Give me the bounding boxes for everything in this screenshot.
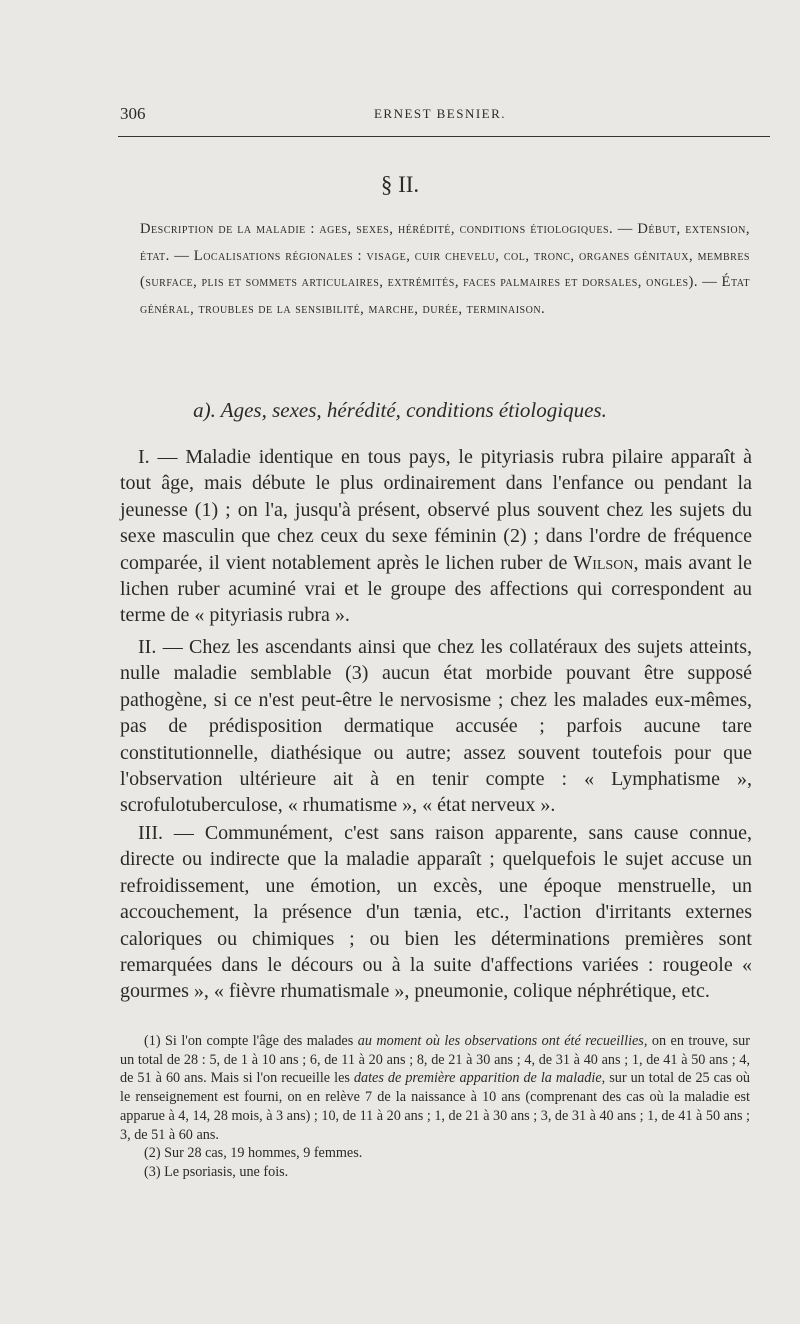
paragraph-1: [120, 444, 752, 629]
running-head: [120, 104, 760, 128]
footnote-3: (3) Le psoriasis, une fois.: [144, 1163, 289, 1180]
paragraph-3: III. — Communément, c'est sans raison apparente, sans cause connue, directe ou indirecte que la maladie apparaît ; quelquefois le sujet accuse un refroidissement, une émotion, un excès, une époque menstruelle, un accouchement, la présence d'un tænia, etc., l'action d'irritants externes caloriques ou chimiques ; ou bien les déterminations premières sont remarquées dans le décours ou à la suite d'affections variées : rougeole « gourmes », « fièvre rhumatismale », pneumonie, colique néphrétique, etc.: [120, 822, 752, 1003]
footnote-2: (2) Sur 28 cas, 19 hommes, 9 femmes.: [144, 1145, 363, 1162]
author-name-wilson: Wilson: [573, 551, 634, 574]
footnote-1-text-c: , on en trouve, sur un total de 28 : 5, de 1 à 10 ans ; 6, de 11 à 20 ans ; 8, de 21 à 30 ans ; 4, de 31 à 40 ans ; 1, de 41 à 50 ans ; 4, de 51 à 60 ans. Mais si l'on recueille les: [120, 1033, 750, 1087]
section-heading: § II.: [380, 172, 420, 197]
page-number: 306: [120, 104, 146, 123]
footnote-1-italic-b: dates de première apparition de la maladie: [353, 1070, 602, 1087]
section-summary: Description de la maladie : ages, sexes, hérédité, conditions étiologiques. — Début, extension, état. — Localisations régionales : visage, cuir chevelu, col, tronc, organes génitaux, membres (surface, plis et sommets articulaires, extrémités, faces palmaires et dorsales, ongles). — État général, troubles de la sensibilité, marche, durée, terminaison.: [140, 221, 750, 317]
paragraph-1-text-b: , mais avant le lichen ruber acuminé vrai et le groupe des affections qui correspondent au terme de « pityriasis rubra ».: [120, 551, 752, 627]
header-rule: [118, 136, 770, 137]
paragraph-2: II. — Chez les ascendants ainsi que chez les collatéraux des sujets atteints, nulle maladie semblable (3) aucun état morbide pouvant être supposé pathogène, si ce n'est peut-être le nervosisme ; chez les malades eux-mêmes, pas de prédisposition dermatique accusée ; parfois aucune tare constitutionnelle, diathésique ou autre; assez souvent toutefois pour que l'observation ultérieure ait à en tenir compte : « Lymphatisme », scrofulotuberculose, « rhumatisme », « état nerveux ».: [120, 636, 752, 817]
footnote-1-text-a: (1) Si l'on compte l'âge des malades: [144, 1033, 358, 1049]
subsection-title: a). Ages, sexes, hérédité, conditions étiologiques.: [193, 398, 607, 422]
running-title: ERNEST BESNIER.: [373, 106, 507, 121]
footnote-1-text-e: , sur un total de 25 cas où le renseignement est fourni, on en relève 7 de la naissance à 10 ans (comprenant des cas où la maladie est apparue à 4, 14, 28 mois, à 3 ans) ; 10, de 11 à 20 ans ; 1, de 21 à 30 ans ; 3, de 31 à 40 ans ; 1, de 41 à 50 ans ; 3, de 51 à 60 ans.: [120, 1070, 751, 1143]
footnotes: [120, 1032, 750, 1182]
paragraph-1-text-a: I. — Maladie identique en tous pays, le pityriasis rubra pilaire apparaît à tout âge, mais débute le plus ordinairement dans l'enfance ou pendant la jeunesse (1) ; on l'a, jusqu'à présent, observé plus souvent chez les sujets du sexe masculin que chez ceux du sexe féminin (2) ; dans l'ordre de fréquence comparée, il vient notablement après le lichen ruber de: [120, 446, 752, 574]
footnote-1-italic-a: au moment où les observations ont été recueillies: [357, 1033, 644, 1049]
footnote-1: [120, 1032, 750, 1144]
